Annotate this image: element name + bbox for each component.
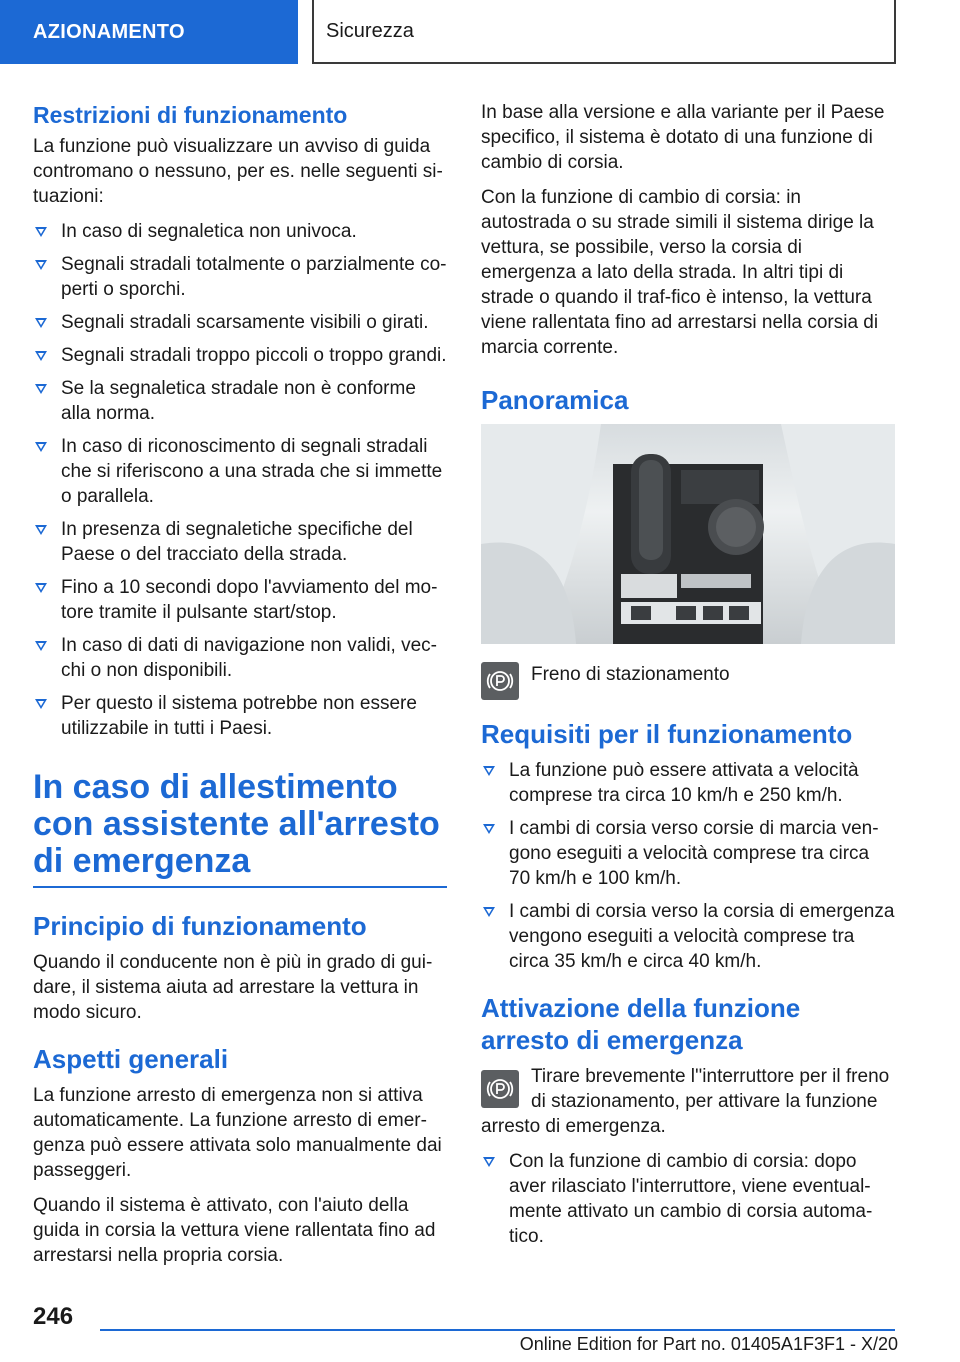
list-item: Segnali stradali troppo piccoli o troppo grandi. [33, 343, 447, 368]
list-item: Per questo il sistema potrebbe non essere utilizzabile in tutti i Paesi. [33, 691, 447, 741]
activation-heading: Attivazione della funzione arresto di emergenza [481, 993, 801, 1055]
triangle-bullet-icon [35, 641, 47, 651]
section-header [312, 0, 896, 64]
triangle-bullet-icon [483, 1157, 495, 1167]
activation-text [481, 1064, 895, 1139]
triangle-bullet-icon [35, 384, 47, 394]
right-column [481, 100, 895, 1259]
overview-heading: Panoramica [481, 385, 629, 415]
requirements-list [481, 758, 895, 974]
requirements-heading: Requisiti per il funzionamento [481, 719, 853, 749]
triangle-bullet-icon [483, 907, 495, 917]
chapter-tab [0, 0, 298, 64]
center-console-image [481, 424, 895, 644]
general-text-2: Quando il sistema è attivato, con l'aiuto della guida in corsia la vettura viene rallentata fino ad arrestarsi nella propria corsia. [33, 1195, 436, 1266]
triangle-bullet-icon [35, 260, 47, 270]
list-item: Segnali stradali scarsamente visibili o girati. [33, 310, 447, 335]
triangle-bullet-icon [35, 318, 47, 328]
left-column [33, 100, 447, 1278]
list-item: Se la segnaletica stradale non è conforme alla norma. [33, 376, 447, 426]
restrictions-list [33, 219, 447, 741]
restrictions-intro: La funzione può visualizzare un avviso di guida contromano o nessuno, per es. nelle seguenti si-tuazioni: [33, 136, 443, 207]
triangle-bullet-icon [35, 583, 47, 593]
parking-brake-glyph [485, 666, 515, 696]
principle-heading: Principio di funzionamento [33, 911, 367, 941]
triangle-bullet-icon [35, 351, 47, 361]
list-item: Segnali stradali totalmente o parzialmente co-perti o sporchi. [33, 252, 447, 302]
triangle-bullet-icon [35, 525, 47, 535]
restrictions-heading: Restrizioni di funzionamento [33, 102, 348, 128]
emergency-assist-heading: In caso di allestimento con assistente all'arresto di emergenza [33, 769, 447, 888]
triangle-bullet-icon [483, 824, 495, 834]
triangle-bullet-icon [35, 227, 47, 237]
legend-label: Freno di stazionamento [531, 664, 730, 685]
triangle-bullet-icon [483, 766, 495, 776]
principle-text: Quando il conducente non è più in grado di gui-dare, il sistema aiuta ad arrestare la vettura in modo sicuro. [33, 952, 433, 1023]
list-item: In caso di riconoscimento di segnali stradali che si riferiscono a una strada che si immette o parallela. [33, 434, 447, 509]
parking-brake-icon [481, 1070, 519, 1108]
list-item: Fino a 10 secondi dopo l'avviamento del mo-tore tramite il pulsante start/stop. [33, 575, 447, 625]
footer-divider [100, 1329, 895, 1331]
activation-instruction: Tirare brevemente l''interruttore per il freno di stazionamento, per attivare la funzione arresto di emergenza. [481, 1066, 890, 1137]
page-number: 246 [33, 1303, 74, 1330]
general-text-1: La funzione arresto di emergenza non si attiva automaticamente. La funzione arresto di emer-genza può essere attivata solo manualmente dai passeggeri. [33, 1085, 442, 1181]
list-item: In caso di segnaletica non univoca. [33, 219, 447, 244]
parking-brake-icon [481, 662, 519, 700]
list-item: Con la funzione di cambio di corsia: dopo aver rilasciato l'interruttore, viene eventual-mente attivato un cambio di corsia automa-tico. [481, 1149, 895, 1249]
edition-text: Online Edition for Part no. 01405A1F3F1 - X/20 [519, 1334, 898, 1354]
list-item: I cambi di corsia verso la corsia di emergenza vengono eseguiti a velocità comprese tra circa 35 km/h e circa 40 km/h. [481, 899, 895, 974]
legend-row [481, 662, 895, 700]
lane-change-intro: In base alla versione e alla variante per il Paese specifico, il sistema è dotato di una funzione di cambio di corsia. [481, 102, 885, 173]
center-console-illustration [481, 424, 895, 644]
activation-list [481, 1149, 895, 1249]
chapter-title: AZIONAMENTO [33, 20, 185, 43]
parking-brake-glyph [485, 1074, 515, 1104]
list-item: In presenza di segnaletiche specifiche del Paese o del tracciato della strada. [33, 517, 447, 567]
triangle-bullet-icon [35, 699, 47, 709]
triangle-bullet-icon [35, 442, 47, 452]
section-title: Sicurezza [326, 19, 414, 42]
list-item: In caso di dati di navigazione non validi, vec-chi o non disponibili. [33, 633, 447, 683]
list-item: La funzione può essere attivata a velocità comprese tra circa 10 km/h e 250 km/h. [481, 758, 895, 808]
general-heading: Aspetti generali [33, 1044, 229, 1074]
lane-change-description: Con la funzione di cambio di corsia: in autostrada o su strade simili il sistema dirige la vettura, se possibile, verso la corsia di emergenza a lato della strada. In altri tipi di strade o quando il traf-fico è intenso, la vettura viene rallentata fino ad arrestarsi nella corsia di marcia corrente. [481, 187, 879, 358]
list-item: I cambi di corsia verso corsie di marcia ven-gono eseguiti a velocità comprese tra circa 70 km/h e 100 km/h. [481, 816, 895, 891]
